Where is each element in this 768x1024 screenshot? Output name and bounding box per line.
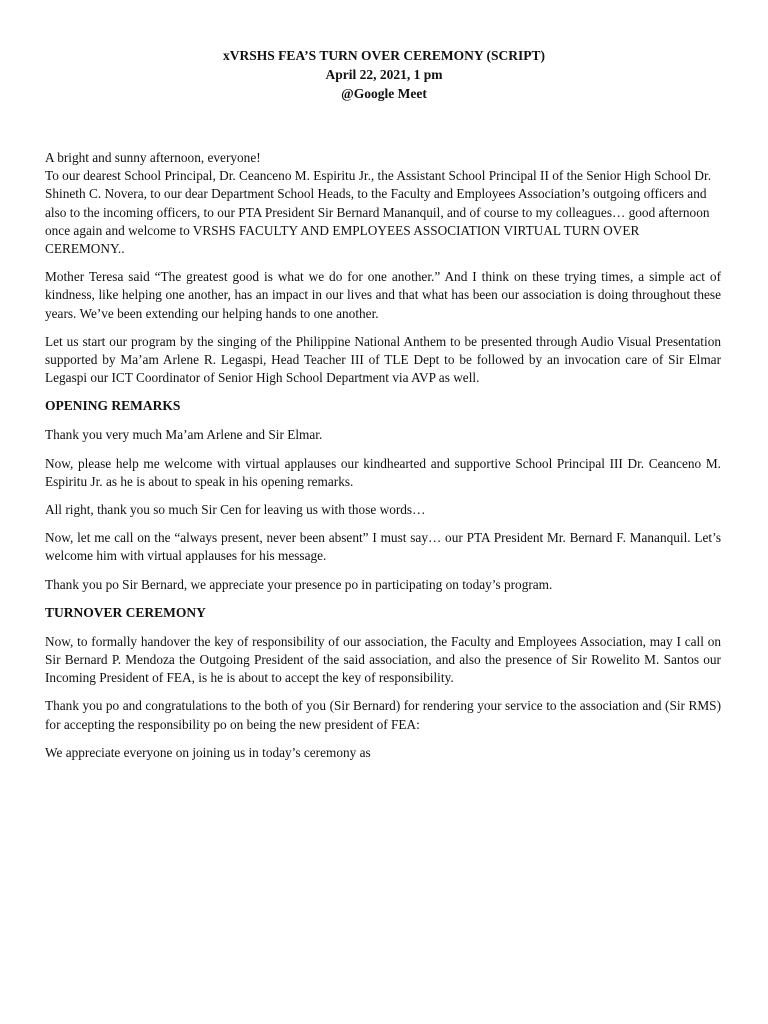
opening-remarks-heading: OPENING REMARKS <box>45 398 181 414</box>
turnover-paragraph-2: Thank you po and congratulations to the both of you (Sir Bernard) for rendering your service to the association and (Sir RMS) for accepting the responsibility po on being the new president of FEA: <box>45 698 721 732</box>
document-title: xVRSHS FEA’S TURN OVER CEREMONY (SCRIPT) <box>223 48 545 63</box>
turnover-ceremony-heading: TURNOVER CEREMONY <box>45 604 206 620</box>
event-date: April 22, 2021, 1 pm <box>325 67 443 82</box>
document-header <box>0 46 768 103</box>
document-body <box>45 149 721 772</box>
opening-paragraph-2: Now, please help me welcome with virtual applauses our kindhearted and supportive School Principal III Dr. Ceanceno M. Espiritu Jr. as he is about to speak in his opening remarks. <box>45 455 721 489</box>
turnover-paragraph-1: Now, to formally handover the key of responsibility of our association, the Faculty and Employees Association, may I call on Sir Bernard P. Mendoza the Outgoing President of the said association, and also the presence of Sir Rowelito M. Santos our Incoming President of FEA, is he is about to accept the key of responsibility. <box>45 633 721 686</box>
welcome-paragraph: To our dearest School Principal, Dr. Ceanceno M. Espiritu Jr., the Assistant School Principal II of the Senior High School Dr. Shineth C. Novera, to our dear Department School Heads, to the Faculty and Employees Association’s outgoing officers and also to the incoming officers, to our PTA President Sir Bernard Mananquil, and of course to my colleagues… good afternoon once again and welcome to VRSHS FACULTY AND EMPLOYEES ASSOCIATION VIRTUAL TURN OVER CEREMONY.. <box>45 168 712 257</box>
program-start-paragraph: Let us start our program by the singing of the Philippine National Anthem to be presented through Audio Visual Presentation supported by Ma’am Arlene R. Legaspi, Head Teacher III of TLE Dept to be followed by an invocation care of Sir Elmar Legaspi our ICT Coordinator of Senior High School Department via AVP as well. <box>45 333 721 386</box>
opening-paragraph-5: Thank you po Sir Bernard, we appreciate your presence po in participating on today’s program. <box>45 576 553 592</box>
opening-paragraph-4: Now, let me call on the “always present, never been absent” I must say… our PTA President Mr. Bernard F. Mananquil. Let’s welcome him with virtual applauses for his message. <box>45 530 721 564</box>
turnover-paragraph-3: We appreciate everyone on joining us in today’s ceremony as <box>45 744 371 760</box>
quote-paragraph: Mother Teresa said “The greatest good is what we do for one another.” And I think on these trying times, a simple act of kindness, like helping one another, has an impact in our lives and that what has been our association is doing throughout these years. We’ve been extending our helping hands to one another. <box>45 269 721 321</box>
event-venue: @Google Meet <box>341 86 427 101</box>
greeting: A bright and sunny afternoon, everyone! <box>45 150 261 165</box>
opening-paragraph-1: Thank you very much Ma’am Arlene and Sir Elmar. <box>45 427 323 443</box>
opening-paragraph-3: All right, thank you so much Sir Cen for leaving us with those words… <box>45 502 426 518</box>
